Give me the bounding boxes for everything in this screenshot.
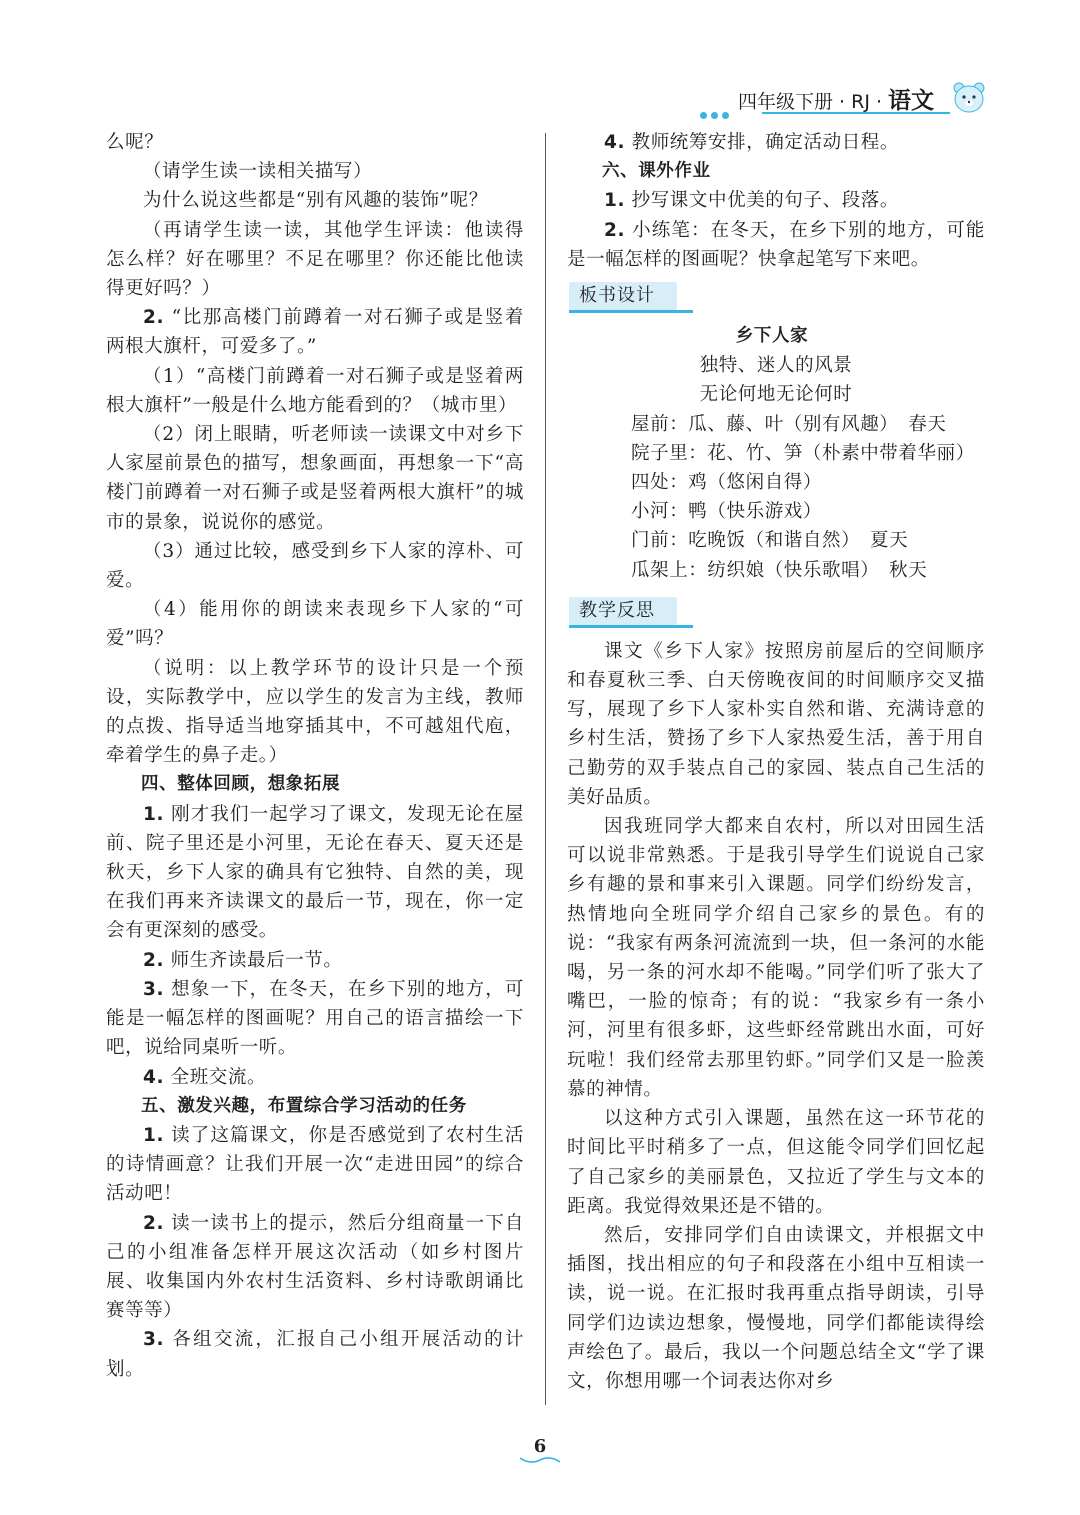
column-divider [545, 133, 546, 1405]
paragraph: （1）“高楼门前蹲着一对石狮子或是竖着两根大旗杆”一般是什么地方能看到的？（城市里） [106, 365, 524, 416]
right-column [567, 128, 985, 1396]
page-header [700, 78, 1000, 122]
section-heading: 六、课外作业 [602, 161, 711, 182]
item-number: 1. [604, 190, 626, 212]
board-line: 四处：鸡（悠闲自得） [631, 472, 823, 494]
paragraph: （请学生读一读相关描写） [143, 161, 373, 183]
paragraph: （说明：以上教学环节的设计只是一个预设，实际教学中，应以学生的发言为主线，教师的点拨、指导适当地穿插其中，不可越俎代庖，牵着学生的鼻子走。） [106, 657, 524, 767]
numbered-paragraph [106, 1209, 524, 1326]
item-text: 读了这篇课文，你是否感觉到了农村生活的诗情画意？让我们开展一次“走进田园”的综合活动吧！ [106, 1124, 524, 1205]
subject-label: 语文 [888, 88, 935, 114]
grade-label: 四年级下册 · RJ · [738, 91, 889, 113]
item-text: 刚才我们一起学习了课文，发现无论在屋前、院子里还是小河里，无论在春天、夏天还是秋天，乡下人家的确具有它独特、自然的美，现在我们再来齐读课文的最后一节，现在，你一定会有更深刻的感受。 [106, 803, 524, 942]
item-text: 全班交流。 [170, 1066, 267, 1088]
numbered-paragraph [106, 1325, 524, 1383]
paragraph: （2）闭上眼睛，听老师读一读课文中对乡下人家屋前景色的描写，想象画面，再想象一下“高楼门前蹲着一对石狮子或是竖着两根大旗杆”的城市的景象，说说你的感觉。 [106, 424, 524, 533]
item-number: 1. [143, 1124, 165, 1146]
board-line: 小河：鸭（快乐游戏） [631, 501, 823, 523]
item-text: 小练笔：在冬天，在乡下别的地方，可能是一幅怎样的图画呢？快拿起笔写下来吧。 [567, 219, 985, 270]
homework-block [567, 128, 985, 274]
item-text: 师生齐读最后一节。 [170, 949, 343, 971]
page-footer [0, 1436, 1080, 1457]
numbered-paragraph [106, 975, 524, 1063]
item-number: 1. [143, 803, 165, 825]
item-number: 2. [143, 1212, 165, 1234]
left-column [106, 128, 524, 1384]
numbered-paragraph [567, 128, 985, 157]
board-subtitle: 无论何地无论何时 [699, 384, 853, 406]
item-number: 2. [143, 307, 165, 329]
item-number: 3. [143, 1329, 165, 1351]
reflection-paragraph: 然后，安排同学们自由读课文，并根据文中插图，找出相应的句子和段落在小组中互相读一读，说一说。在汇报时我再重点指导朗读，引导同学们边读边想象，慢慢地，同学们都能读得绘声绘色了。最后，我以一个问题总结全文“学了课文，你想用哪一个词表达你对乡 [567, 1224, 985, 1392]
board-line: 门前：吃晚饭（和谐自然） 夏天 [631, 530, 909, 552]
board-line: 屋前：瓜、藤、叶（别有风趣） 春天 [631, 413, 947, 435]
reflection-paragraph: 课文《乡下人家》按照房前屋后的空间顺序和春夏秋三季、白天傍晚夜间的时间顺序交叉描写，展现了乡下人家朴实自然和谐、充满诗意的乡村生活，赞扬了乡下人家热爱生活，善于用自己勤劳的双手装点自己的家园、装点自己生活的美好品质。 [567, 640, 985, 808]
footer-wave-icon [520, 1456, 560, 1464]
item-text: 读一读书上的提示，然后分组商量一下自己的小组准备怎样开展这次活动（如乡村图片展、收集国内外农村生活资料、乡村诗歌朗诵比赛等等） [106, 1212, 524, 1322]
item-text: 各组交流，汇报自己小组开展活动的计划。 [106, 1329, 524, 1380]
numbered-paragraph [106, 946, 524, 975]
header-title [738, 82, 934, 115]
section-heading: 四、整体回顾，想象拓展 [141, 774, 341, 795]
board-design-label: 板书设计 [579, 285, 655, 307]
board-design [567, 322, 985, 585]
reflection-paragraph: 以这种方式引入课题，虽然在这一环节花的时间比平时稍多了一点，但这能令同学们回忆起了自己家乡的美丽景色，又拉近了学生与文本的距离。我觉得效果还是不错的。 [567, 1108, 985, 1217]
reflection-tag [569, 597, 985, 631]
item-number: 2. [143, 949, 165, 971]
paragraph: 么呢？ [106, 132, 164, 153]
paragraph: 为什么说这些都是“别有风趣的装饰”呢？ [143, 190, 488, 212]
item-text: 想象一下，在冬天，在乡下别的地方，可能是一幅怎样的图画呢？用自己的语言描绘一下吧，说给同桌听一听。 [106, 978, 524, 1059]
item-text: 抄写课文中优美的句子、段落。 [631, 190, 899, 212]
board-line: 院子里：花、竹、笋（朴素中带着华丽） [631, 442, 975, 464]
reflection-label: 教学反思 [579, 599, 655, 621]
numbered-paragraph [106, 1121, 524, 1209]
board-line: 瓜架上：纺织娘（快乐歌唱） 秋天 [631, 559, 928, 581]
bear-mascot-icon [952, 80, 986, 114]
numbered-paragraph [106, 1063, 524, 1092]
numbered-paragraph [567, 216, 985, 274]
numbered-paragraph [567, 186, 985, 215]
item-text: “比那高楼门前蹲着一对石狮子或是竖着两根大旗杆，可爱多了。” [106, 307, 525, 358]
numbered-paragraph [106, 800, 524, 946]
board-title: 乡下人家 [735, 326, 809, 347]
item-number: 4. [604, 132, 626, 153]
paragraph: （3）通过比较，感受到乡下人家的淳朴、可爱。 [106, 540, 524, 592]
page-number: 6 [533, 1436, 547, 1457]
item-number: 3. [143, 978, 165, 1000]
item-text: 教师统筹安排，确定活动日程。 [631, 132, 899, 153]
item-number: 4. [143, 1066, 165, 1088]
reflection-text [567, 637, 985, 1396]
paragraph: （4）能用你的朗读来表现乡下人家的“可爱”吗？ [106, 599, 524, 650]
section-heading: 五、激发兴趣，布置综合学习活动的任务 [141, 1095, 467, 1116]
reflection-paragraph: 因我班同学大都来自农村，所以对田园生活可以说非常熟悉。于是我引导学生们说说自己家乡有趣的景和事来引入课题。同学们纷纷发言，热情地向全班同学介绍自己家乡的景色。有的说：“我家有两条河流流到一块，但一条河的水能喝，另一条的河水却不能喝。”同学们听了张大了嘴巴，一脸的惊奇；有的说：“我家乡有一条小河，河里有很多虾，这些虾经常跳出水面，可好玩啦！我们经常去那里钓虾。”同学们又是一脸羡慕的神情。 [567, 816, 985, 1100]
board-design-tag [569, 282, 985, 316]
numbered-paragraph [106, 303, 524, 361]
item-number: 2. [604, 219, 626, 241]
board-subtitle: 独特、迷人的风景 [699, 355, 853, 377]
paragraph: （再请学生读一读，其他学生评读：他读得怎么样？好在哪里？不足在哪里？你还能比他读得更好吗？） [106, 219, 524, 300]
